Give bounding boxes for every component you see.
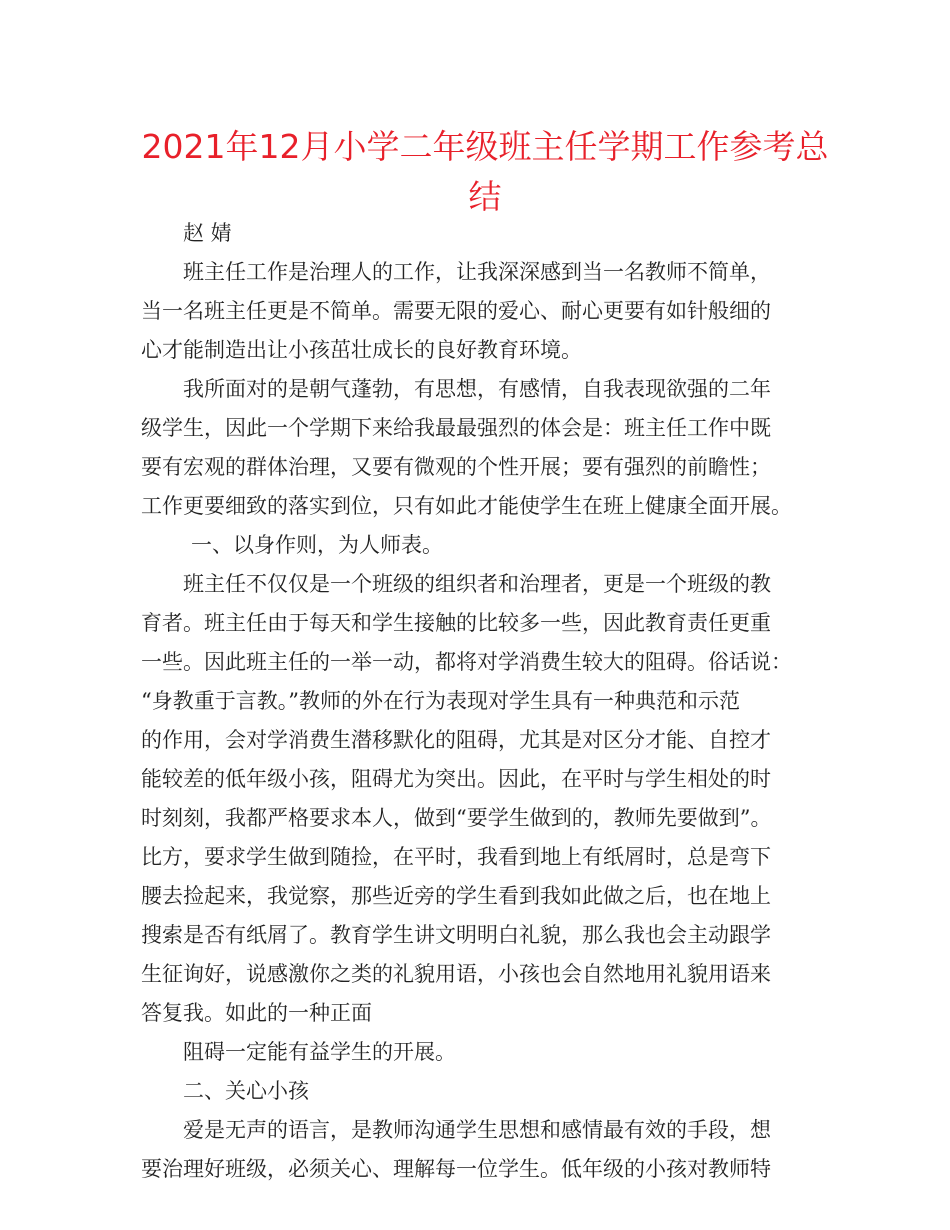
paragraph-line: 时刻刻，我都严格要求本人，做到“要学生做到的，教师先要做到”。 (141, 806, 772, 830)
paragraph-line: 搜索是否有纸屑了。教育学生讲文明明白礼貌，那么我也会主动跟学 (141, 923, 771, 947)
paragraph-line: 要有宏观的群体治理，又要有微观的个性开展；要有强烈的前瞻性； (141, 455, 771, 479)
paragraph-line: 生征询好，说感激你之类的礼貌用语，小孩也会自然地用礼貌用语来 (141, 962, 771, 986)
paragraph-line: “身教重于言教。”教师的外在行为表现对学生具有一种典范和示范 (141, 689, 740, 713)
paragraph-line: 班主任工作是治理人的工作，让我深深感到当一名教师不简单， (183, 260, 771, 284)
paragraph-line: 爱是无声的语言，是教师沟通学生思想和感情最有效的手段，想 (183, 1118, 771, 1142)
paragraph-line: 能较差的低年级小孩，阻碍尤为突出。因此，在平时与学生相处的时 (141, 767, 771, 791)
paragraph-line: 当一名班主任更是不简单。需要无限的爱心、耐心更要有如针般细的 (141, 299, 771, 323)
paragraph-line: 腰去捡起来，我觉察，那些近旁的学生看到我如此做之后，也在地上 (141, 884, 771, 908)
document-title: 2021年12月小学二年级班主任学期工作参考总结 (141, 127, 829, 216)
section-heading: 二、关心小孩 (183, 1079, 309, 1103)
paragraph-line: 工作更要细致的落实到位，只有如此才能使学生在班上健康全面开展。 (141, 494, 792, 518)
paragraph-line: 育者。班主任由于每天和学生接触的比较多一些，因此教育责任更重 (141, 611, 771, 635)
author-name: 赵 婧 (183, 221, 232, 245)
paragraph-line: 一些。因此班主任的一举一动，都将对学消费生较大的阻碍。俗话说： (141, 650, 792, 674)
document-body (141, 214, 841, 1189)
paragraph-line: 心才能制造出让小孩茁壮成长的良好教育环境。 (141, 338, 582, 362)
paragraph-line: 班主任不仅仅是一个班级的组织者和治理者，更是一个班级的教 (183, 572, 771, 596)
section-heading: 一、以身作则，为人师表。 (191, 533, 443, 557)
paragraph-line: 阻碍一定能有益学生的开展。 (183, 1040, 456, 1064)
paragraph-line: 我所面对的是朝气蓬勃，有思想，有感情，自我表现欲强的二年 (183, 377, 771, 401)
paragraph-line: 级学生，因此一个学期下来给我最最强烈的体会是：班主任工作中既 (141, 416, 771, 440)
paragraph-line: 的作用，会对学消费生潜移默化的阻碍，尤其是对区分才能、自控才 (141, 728, 771, 752)
paragraph-line: 答复我。如此的一种正面 (141, 1001, 372, 1025)
paragraph-line: 要治理好班级，必须关心、理解每一位学生。低年级的小孩对教师特 (141, 1157, 771, 1181)
paragraph-line: 比方，要求学生做到随捡，在平时，我看到地上有纸屑时，总是弯下 (141, 845, 771, 869)
